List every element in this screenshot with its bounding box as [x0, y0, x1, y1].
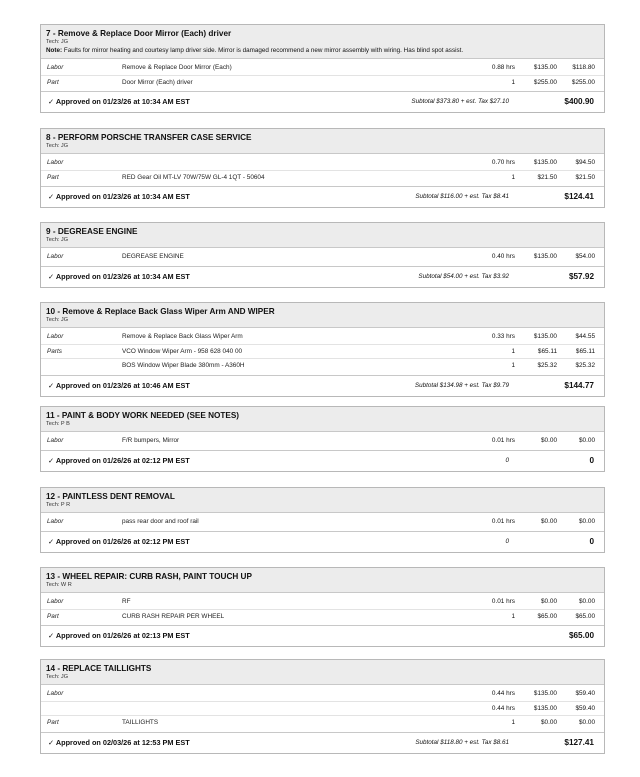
line-item [41, 687, 604, 701]
job-card [40, 659, 605, 754]
line-total: $0.00 [579, 598, 595, 605]
line-item [41, 515, 604, 529]
line-item [41, 61, 604, 75]
job-title: 12 - PAINTLESS DENT REMOVAL [46, 492, 175, 501]
job-grand-total: $144.77 [564, 380, 594, 390]
job-card [40, 302, 605, 397]
job-header [41, 223, 604, 248]
approval-bar [41, 531, 604, 552]
line-quantity: 1 [511, 347, 515, 355]
line-total: $54.00 [575, 253, 595, 260]
line-description: CURB RASH REPAIR PER WHEEL [122, 612, 225, 620]
approval-bar [41, 375, 604, 396]
line-rate: $0.00 [541, 719, 557, 726]
line-total: $0.00 [579, 518, 595, 525]
job-tech: Tech: JG [46, 674, 69, 680]
line-description: TAILLIGHTS [122, 719, 159, 726]
job-grand-total: $124.41 [564, 192, 594, 201]
subtotal-text: Subtotal $54.00 + est. Tax $3.92 [418, 272, 509, 280]
subtotal-text: Subtotal $134.98 + est. Tax $9.79 [414, 381, 509, 389]
line-rate: $65.11 [537, 347, 557, 355]
subtotal-text: Subtotal $118.80 + est. Tax $8.61 [415, 738, 509, 746]
line-rate: $135.00 [533, 253, 557, 260]
line-item [41, 434, 604, 448]
job-grand-total: 0 [589, 455, 594, 465]
line-type: Labor [47, 253, 64, 260]
job-title: 14 - REPLACE TAILLIGHTS [46, 664, 152, 673]
line-total: $59.40 [575, 690, 595, 697]
job-tech: Tech: JG [46, 39, 69, 45]
job-tech: Tech: JG [46, 317, 69, 323]
job-note [46, 46, 598, 55]
approval-bar [41, 625, 604, 646]
line-item [41, 344, 604, 359]
line-items [41, 248, 604, 266]
line-type: Part [47, 612, 59, 620]
line-item [41, 156, 604, 170]
line-quantity: 0.01 hrs [491, 437, 515, 444]
approval-status: ✓ Approved on 02/03/26 at 12:53 PM EST [48, 737, 190, 747]
line-rate: $135.00 [533, 64, 557, 71]
line-quantity: 1 [511, 719, 515, 726]
line-rate: $0.00 [541, 518, 557, 525]
line-type: Labor [47, 159, 64, 166]
job-grand-total: $65.00 [568, 631, 594, 640]
line-item [41, 250, 604, 264]
line-items [41, 328, 604, 375]
line-type: Parts [47, 347, 62, 355]
job-title: 10 - Remove & Replace Back Glass Wiper Arm AND WIPER [46, 307, 275, 316]
line-item [41, 358, 604, 373]
line-quantity: 1 [511, 78, 515, 86]
line-type: Labor [47, 333, 64, 340]
line-item [41, 701, 604, 716]
line-quantity: 0.44 hrs [491, 690, 515, 697]
job-card [40, 487, 605, 553]
line-item [41, 330, 604, 344]
subtotal-text: Subtotal $116.00 + est. Tax $8.41 [415, 193, 509, 200]
line-total: $0.00 [579, 437, 595, 444]
line-rate: $65.00 [537, 612, 557, 620]
line-type: Part [47, 719, 59, 726]
approval-status: ✓ Approved on 01/26/26 at 02:13 PM EST [48, 631, 190, 640]
line-items [41, 685, 604, 732]
job-grand-total: $127.41 [564, 737, 594, 747]
job-header [41, 568, 604, 593]
approval-status: ✓ Approved on 01/26/26 at 02:12 PM EST [48, 455, 190, 465]
line-rate: $0.00 [541, 437, 557, 444]
line-total: $0.00 [579, 719, 595, 726]
line-rate: $21.50 [537, 173, 557, 181]
line-description: VCO Window Wiper Arm - 958 628 040 00 [122, 347, 243, 355]
line-item [41, 170, 604, 185]
line-type: Labor [47, 64, 64, 71]
job-note-text: Faults for mirror heating and courtesy lamp driver side. Mirror is damaged recommend a new mirror assembly with wiring. Has blind spot assist. [63, 47, 464, 54]
line-type: Part [47, 173, 59, 181]
line-items [41, 59, 604, 91]
line-quantity: 0.01 hrs [491, 598, 515, 605]
line-items [41, 154, 604, 186]
line-quantity: 0.88 hrs [491, 64, 515, 71]
job-tech: Tech: W R [46, 582, 72, 588]
line-type: Labor [47, 437, 64, 444]
approval-bar [41, 186, 604, 207]
line-description: DEGREASE ENGINE [122, 253, 184, 260]
job-note-label: Note: [46, 47, 63, 54]
line-item [41, 715, 604, 730]
line-description: F/R bumpers, Mirror [122, 437, 180, 444]
approval-status: ✓ Approved on 01/23/26 at 10:34 AM EST [48, 271, 190, 281]
line-quantity: 0.33 hrs [491, 333, 515, 340]
job-card [40, 406, 605, 472]
approval-bar [41, 91, 604, 112]
line-total: $255.00 [571, 78, 595, 86]
job-card [40, 128, 605, 208]
job-card [40, 24, 605, 113]
approval-status: ✓ Approved on 01/23/26 at 10:34 AM EST [48, 97, 190, 106]
job-header [41, 129, 604, 154]
line-total: $65.00 [575, 612, 595, 620]
line-quantity: 1 [511, 612, 515, 620]
job-tech: Tech: P B [46, 421, 70, 427]
line-rate: $25.32 [537, 362, 557, 369]
line-total: $59.40 [575, 704, 595, 712]
line-total: $25.32 [575, 362, 595, 369]
job-tech: Tech: JG [46, 143, 69, 149]
line-quantity: 0.44 hrs [491, 704, 515, 712]
line-quantity: 0.70 hrs [491, 159, 515, 166]
line-total: $118.80 [572, 64, 595, 71]
job-title: 11 - PAINT & BODY WORK NEEDED (SEE NOTES) [46, 411, 240, 420]
approval-status: ✓ Approved on 01/26/26 at 02:12 PM EST [48, 536, 190, 546]
job-title: 9 - DEGREASE ENGINE [46, 227, 138, 236]
line-rate: $0.00 [541, 598, 557, 605]
line-description: Remove & Replace Back Glass Wiper Arm [122, 333, 243, 340]
line-quantity: 1 [511, 173, 515, 181]
job-grand-total: $57.92 [568, 271, 594, 281]
line-description: Door Mirror (Each) driver [122, 78, 193, 86]
subtotal-text: 0 [505, 456, 509, 464]
job-header [41, 407, 604, 432]
line-total: $65.11 [575, 347, 595, 355]
line-rate: $255.00 [533, 78, 557, 86]
line-items [41, 593, 604, 625]
job-header [41, 25, 604, 59]
line-quantity: 1 [511, 362, 515, 369]
job-title: 7 - Remove & Replace Door Mirror (Each) driver [46, 29, 232, 38]
line-item [41, 75, 604, 90]
job-grand-total: 0 [589, 536, 594, 546]
line-item [41, 595, 604, 609]
approval-bar [41, 266, 604, 287]
line-type: Labor [47, 518, 64, 525]
line-rate: $135.00 [533, 690, 557, 697]
line-description: RED Gear Oil MT-LV 70W/75W GL-4 1QT - 50604 [122, 173, 265, 181]
line-type: Labor [47, 690, 64, 697]
job-title: 8 - PERFORM PORSCHE TRANSFER CASE SERVICE [46, 133, 252, 142]
line-description: RF [122, 598, 131, 605]
job-card [40, 567, 605, 647]
line-description: Remove & Replace Door Mirror (Each) [122, 64, 232, 71]
subtotal-text: 0 [505, 537, 509, 545]
line-items [41, 432, 604, 450]
line-rate: $135.00 [533, 704, 557, 712]
line-description: pass rear door and roof rail [122, 518, 199, 525]
job-tech: Tech: P R [46, 502, 71, 508]
line-type: Part [47, 78, 59, 86]
approval-bar [41, 450, 604, 471]
job-title: 13 - WHEEL REPAIR: CURB RASH, PAINT TOUCH UP [46, 572, 252, 581]
line-item [41, 609, 604, 624]
line-total: $21.50 [575, 173, 595, 181]
line-type: Labor [47, 598, 64, 605]
line-total: $94.50 [575, 159, 595, 166]
job-card [40, 222, 605, 288]
approval-bar [41, 732, 604, 753]
job-grand-total: $400.90 [564, 97, 594, 106]
line-items [41, 513, 604, 531]
line-quantity: 0.01 hrs [491, 518, 515, 525]
job-header [41, 660, 604, 685]
approval-status: ✓ Approved on 01/23/26 at 10:46 AM EST [48, 380, 190, 390]
line-quantity: 0.40 hrs [491, 253, 515, 260]
approval-status: ✓ Approved on 01/23/26 at 10:34 AM EST [48, 192, 190, 201]
job-header [41, 488, 604, 513]
line-rate: $135.00 [533, 159, 557, 166]
job-header [41, 303, 604, 328]
line-description: BOS Window Wiper Blade 380mm - A360H [122, 362, 245, 369]
line-total: $44.55 [575, 333, 595, 340]
subtotal-text: Subtotal $373.80 + est. Tax $27.10 [411, 98, 509, 105]
job-tech: Tech: JG [46, 237, 69, 243]
line-rate: $135.00 [533, 333, 557, 340]
